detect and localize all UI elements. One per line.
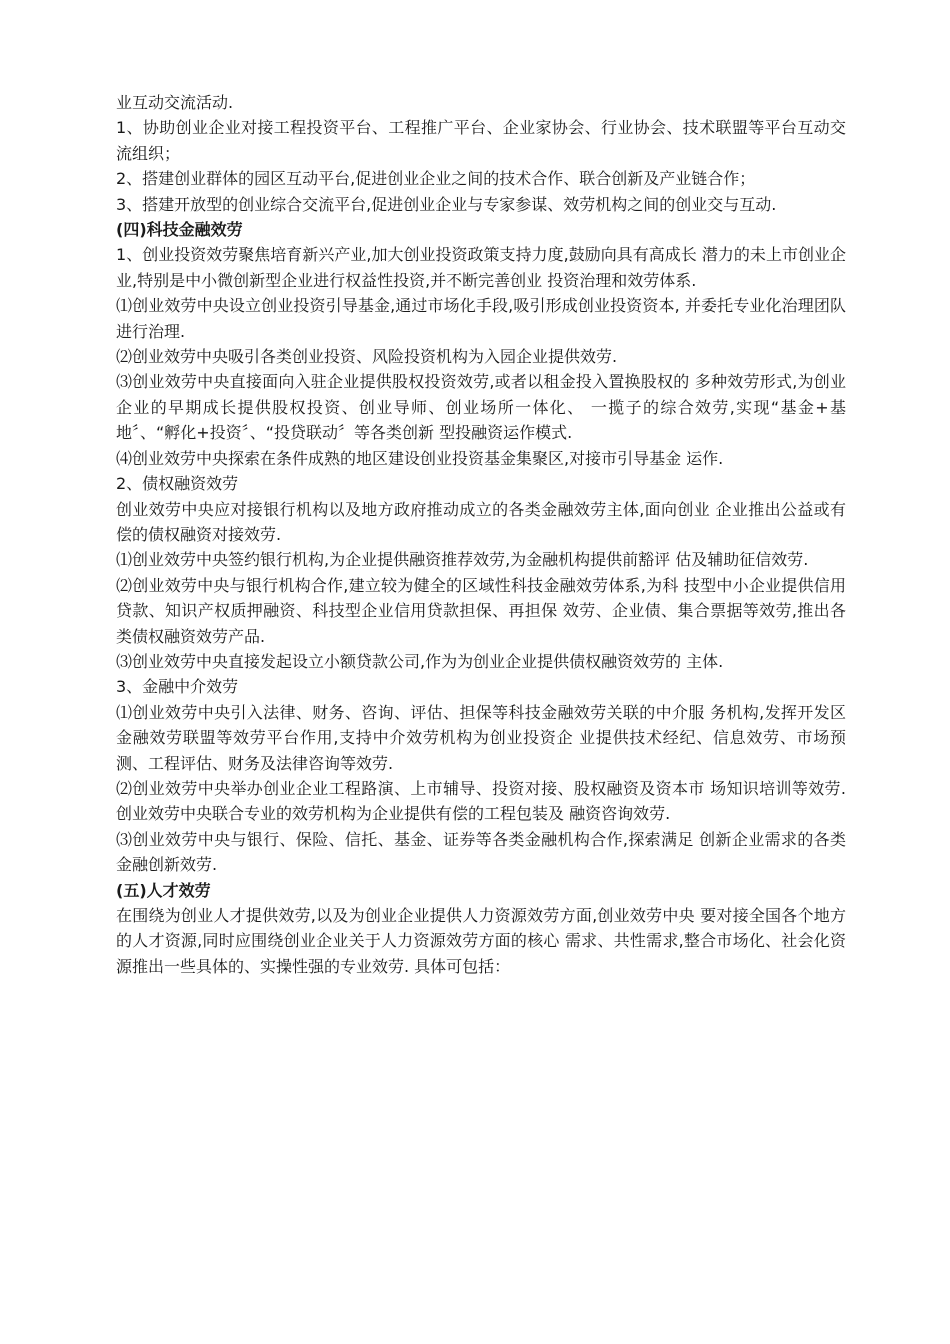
paragraph: ⑶创业效劳中央直接发起设立小额贷款公司,作为为创业企业提供债权融资效劳的 主体.: [116, 651, 724, 671]
document-page: [116, 90, 846, 979]
paragraph: ⑷创业效劳中央探索在条件成熟的地区建设创业投资基金集聚区,对接市引导基金 运作.: [116, 448, 724, 468]
paragraph: 在围绕为创业人才提供效劳,以及为创业企业提供人力资源效劳方面,创业效劳中央 要对接全国各个地方的人才资源,同时应围绕创业企业关于人力资源效劳方面的核心 需求、共性需求,整合市场化、社会化资源推出一些具体的、实操性强的专业效劳. 具体可包括：: [116, 906, 846, 976]
paragraph: ⑶创业效劳中央直接面向入驻企业提供股权投资效劳,或者以租金投入置换股权的 多种效劳形式,为创业企业的早期成长提供股权投资、创业导师、创业场所一体化、 一揽子的综合效劳,实现“基金+基地〞、“孵化+投资〞、“投贷联动〞等各类创新 型投融资运作模式.: [116, 372, 846, 443]
section-heading-talent: (五)人才效劳: [116, 880, 211, 900]
paragraph: ⑵创业效劳中央与银行机构合作,建立较为健全的区域性科技金融效劳体系,为科 技型中小企业提供信用贷款、知识产权质押融资、科技型企业信用贷款担保、再担保 效劳、企业债、集合票据等效劳,推出各类债权融资效劳产品.: [116, 575, 846, 646]
paragraph: 业互动交流活动.: [116, 93, 234, 112]
paragraph: ⑵创业效劳中央举办创业企业工程路演、上市辅导、投资对接、股权融资及资本市 场知识培训等效劳.创业效劳中央联合专业的效劳机构为企业提供有偿的工程包装及 融资咨询效劳.: [116, 778, 846, 824]
paragraph: ⑴创业效劳中央设立创业投资引导基金,通过市场化手段,吸引形成创业投资资本, 并委托专业化治理团队进行治理.: [116, 296, 846, 341]
paragraph: 1、创业投资效劳聚焦培育新兴产业,加大创业投资政策支持力度,鼓励向具有高成长 潜力的未上市创业企业,特别是中小微创新型企业进行权益性投资,并不断完善创业 投资治理和效劳体系.: [116, 245, 846, 290]
paragraph: ⑵创业效劳中央吸引各类创业投资、风险投资机构为入园企业提供效劳.: [116, 347, 618, 367]
section-heading-tech-finance: (四)科技金融效劳: [116, 220, 243, 240]
list-item-1: 1、协助创业企业对接工程投资平台、工程推广平台、企业家协会、行业协会、技术联盟等平台互动交流组织；: [116, 118, 846, 163]
subheading-financial-intermediary: 3、金融中介效劳: [116, 677, 239, 697]
paragraph: ⑴创业效劳中央引入法律、财务、咨询、评估、担保等科技金融效劳关联的中介服 务机构,发挥开发区金融效劳联盟等效劳平台作用,支持中介效劳机构为创业投资企 业提供技术经纪、信息效劳、市场预测、工程评估、财务及法律咨询等效劳.: [116, 702, 846, 773]
subheading-debt-financing: 2、债权融资效劳: [116, 474, 239, 494]
paragraph: ⑴创业效劳中央签约银行机构,为企业提供融资推荐效劳,为金融机构提供前豁评 估及辅助征信效劳.: [116, 550, 809, 570]
paragraph: 创业效劳中央应对接银行机构以及地方政府推动成立的各类金融效劳主体,面向创业 企业推出公益或有偿的债权融资对接效劳.: [116, 499, 846, 544]
list-item-3: 3、搭建开放型的创业综合交流平台,促进创业企业与专家参谋、效劳机构之间的创业交与互动.: [116, 194, 777, 214]
paragraph: ⑶创业效劳中央与银行、保险、信托、基金、证券等各类金融机构合作,探索满足 创新企业需求的各类金融创新效劳.: [116, 829, 846, 875]
list-item-2: 2、搭建创业群体的园区互动平台,促进创业企业之间的技术合作、联合创新及产业链合作；: [116, 169, 756, 189]
